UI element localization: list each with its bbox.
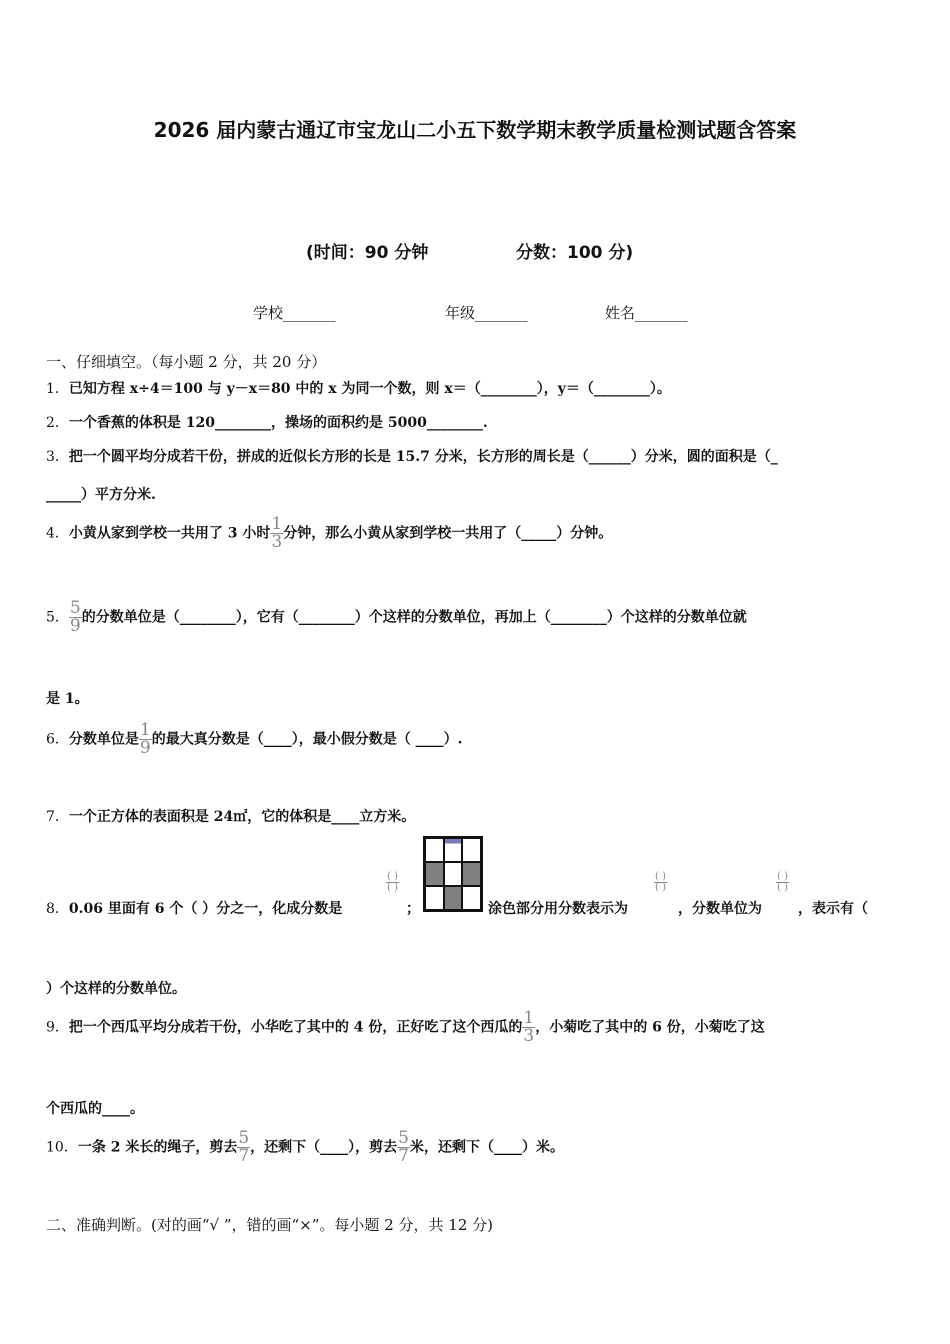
denominator: 7 [238, 1146, 250, 1166]
denominator: 3 [523, 1026, 535, 1046]
question-number: 4． [46, 525, 69, 542]
numerator: 1 [139, 720, 151, 740]
question-6 [46, 722, 463, 757]
question-text: 涂色部分用分数表示为 [488, 901, 628, 917]
denominator: 9 [139, 738, 151, 758]
grid-cell [444, 862, 463, 886]
question-number: 2． [46, 415, 69, 431]
grid-cell [462, 838, 481, 862]
question-text: ，小菊吃了其中的 6 份，小菊吃了这 [535, 1019, 765, 1036]
fraction [270, 516, 283, 551]
school-field: 学校_______ [253, 304, 336, 322]
question-text: 分数单位是 [68, 731, 139, 748]
fraction [139, 722, 152, 757]
denominator: 9 [69, 616, 81, 636]
question-number: 6． [46, 731, 69, 748]
fraction [397, 1130, 410, 1165]
question-text: ，还剩下（____），剪去 [250, 1139, 398, 1156]
fraction [237, 1130, 250, 1165]
question-9 [46, 1010, 765, 1045]
question-text: 的最大真分数是（____），最小假分数是（ ____）. [151, 731, 463, 748]
denominator: 3 [271, 532, 283, 552]
grid-cell-shaded [462, 862, 481, 886]
question-9-continued: 个西瓜的____。 [46, 1101, 144, 1117]
question-number: 7． [46, 809, 69, 825]
question-number: 3． [46, 449, 69, 465]
answer-blank-fraction: $\frac{( )}{( )}$ [655, 871, 666, 893]
grid-cell [462, 886, 481, 910]
denominator: 7 [398, 1146, 409, 1166]
question-3-continued: _____）平方分米. [46, 487, 156, 503]
question-text: 一条 2 米长的绳子，剪去 [77, 1139, 238, 1156]
question-text: 已知方程 x÷4＝100 与 y－x＝80 中的 x 为同一个数，则 x＝（________），y＝（________）。 [68, 381, 671, 397]
numerator: 5 [69, 598, 81, 618]
question-1 [46, 378, 671, 398]
question-number: 8． [46, 901, 69, 917]
question-number: 1． [46, 381, 69, 397]
numerator: 1 [271, 514, 283, 534]
question-7 [46, 806, 415, 826]
exam-score: 分数：100 分) [516, 243, 634, 263]
answer-blank-fraction: $\frac{( )}{( )}$ [387, 871, 398, 893]
question-number: 10． [46, 1139, 78, 1156]
numerator: 5 [398, 1128, 409, 1148]
grid-cell-shaded [425, 862, 444, 886]
section-2-heading: 二、准确判断。(对的画“√ ”，错的画“×”。每小题 2 分，共 12 分) [46, 1216, 493, 1234]
question-5-continued: 是 1。 [46, 691, 89, 707]
answer-blank-fraction: $\frac{( )}{( )}$ [777, 871, 788, 893]
question-3 [46, 446, 778, 466]
question-text: 把一个圆平均分成若干份，拼成的近似长方形的长是 15.7 分米，长方形的周长是（______）分米，圆的面积是（_ [68, 449, 778, 465]
question-text: ，分数单位为 [678, 901, 762, 917]
name-field: 姓名_______ [605, 304, 688, 322]
question-text: 分钟，那么小黄从家到学校一共用了（_____）分钟。 [283, 525, 613, 542]
fraction [522, 1010, 535, 1045]
grid-cell [444, 838, 463, 862]
fraction [69, 600, 82, 635]
question-8-continued: ）个这样的分数单位。 [46, 981, 186, 997]
exam-time: (时间：90 分钟 [306, 243, 429, 263]
question-2 [46, 412, 488, 432]
question-number: 9． [46, 1019, 69, 1036]
question-number: 5． [46, 609, 69, 626]
numerator: 1 [523, 1008, 535, 1028]
question-text: 米，还剩下（____）米。 [409, 1139, 564, 1156]
question-10 [46, 1130, 564, 1165]
grid-cell-shaded [444, 886, 463, 910]
grade-field: 年级_______ [445, 304, 528, 322]
shaded-grid-figure [423, 836, 483, 912]
question-text: ，表示有（ [798, 901, 868, 917]
question-8 [46, 898, 342, 918]
grid-cell [425, 886, 444, 910]
question-text: 一个正方体的表面积是 24㎡，它的体积是____立方米。 [68, 809, 416, 825]
numerator: 5 [238, 1128, 250, 1148]
question-text: 一个香蕉的体积是 120________，操场的面积约是 5000________. [68, 415, 488, 431]
question-5 [46, 600, 747, 635]
section-1-heading: 一、仔细填空。（每小题 2 分，共 20 分） [46, 353, 327, 371]
question-4 [46, 516, 612, 551]
question-text: 小黄从家到学校一共用了 3 小时 [68, 525, 271, 542]
grid-cell [425, 838, 444, 862]
page-title: 2026 届内蒙古通辽市宝龙山二小五下数学期末教学质量检测试题含答案 [153, 118, 797, 142]
question-text: 的分数单位是（________），它有（________）个这样的分数单位，再加上（________）个这样的分数单位就 [81, 609, 747, 626]
semicolon: ； [406, 901, 420, 917]
question-text: 0.06 里面有 6 个（ ）分之一，化成分数是 [68, 901, 343, 917]
question-text: 把一个西瓜平均分成若干份，小华吃了其中的 4 份，正好吃了这个西瓜的 [68, 1019, 523, 1036]
